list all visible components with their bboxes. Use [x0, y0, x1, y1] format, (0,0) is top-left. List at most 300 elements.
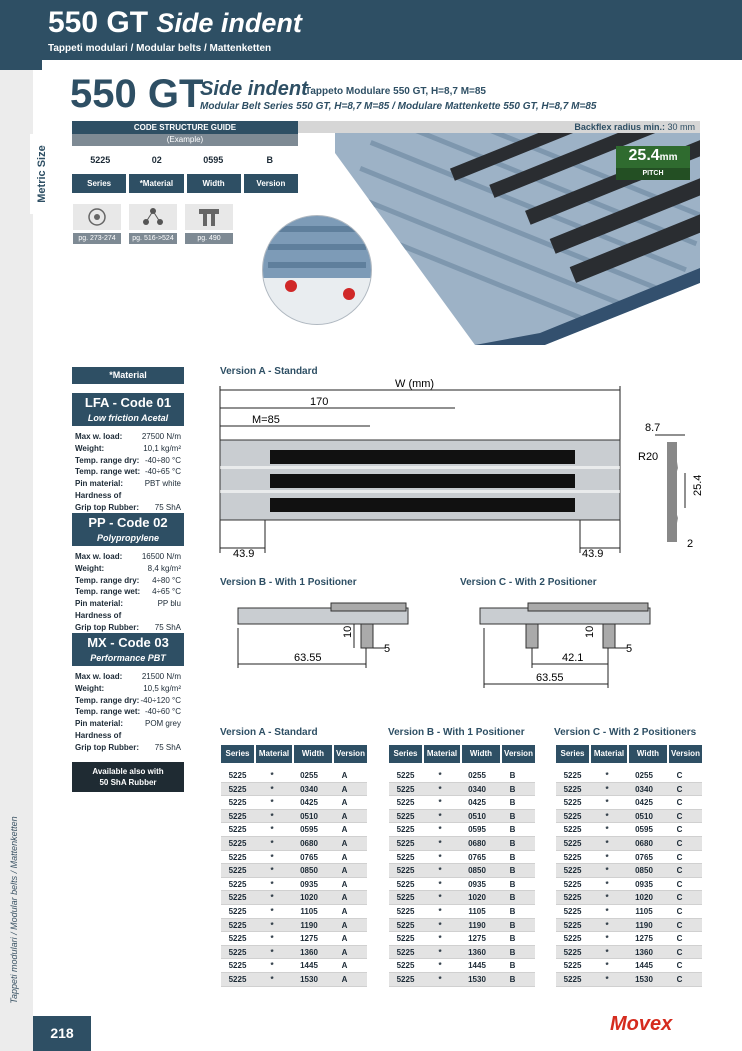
- table-row: [556, 810, 702, 824]
- table-row: [221, 959, 367, 973]
- table-cell: 5225: [228, 879, 247, 889]
- table-cell: 1445: [468, 961, 486, 971]
- table-cell: B: [509, 825, 516, 835]
- table-row: [556, 823, 702, 837]
- table-row: [221, 932, 367, 946]
- table-cell: A: [341, 879, 348, 889]
- table-header: [389, 745, 535, 763]
- dim-170: 170: [310, 396, 329, 408]
- material-header: *Material: [72, 367, 184, 384]
- page-number: 218: [33, 1016, 91, 1051]
- table-cell: C: [676, 852, 683, 862]
- table-cell: B: [509, 771, 516, 780]
- table-row: [389, 823, 535, 837]
- table-cell: 0680: [300, 838, 318, 848]
- pin-page-ref: pg. 490: [185, 233, 233, 244]
- table-cell: A: [341, 961, 348, 971]
- table-cell: *: [438, 920, 442, 930]
- table-cell: 0510: [468, 811, 486, 821]
- table-cell: *: [438, 838, 442, 848]
- table-cell: 5225: [228, 920, 247, 930]
- table-row: [556, 946, 702, 960]
- table-cell: *: [605, 811, 609, 821]
- column-header: Width: [294, 745, 332, 763]
- table-cell: 1360: [300, 947, 318, 957]
- table-cell: 0935: [635, 879, 653, 889]
- table-cell: B: [509, 811, 516, 821]
- table-cell: 1020: [300, 893, 318, 903]
- dim-c-10: 10: [584, 625, 596, 638]
- table-cell: C: [676, 784, 683, 794]
- table-row: [389, 932, 535, 946]
- dim-c-42-1: 42.1: [562, 652, 584, 664]
- table-cell: 0425: [300, 798, 318, 808]
- table-row: [556, 878, 702, 892]
- table-cell: 1275: [300, 934, 318, 944]
- dim-b-5: 5: [384, 643, 391, 655]
- table-row: [556, 905, 702, 919]
- column-header: Version: [334, 745, 367, 763]
- table-cell: *: [438, 947, 442, 957]
- table-row: [556, 769, 702, 783]
- table-cell: 5225: [396, 961, 415, 971]
- table-cell: 5225: [563, 866, 582, 876]
- table-cell: 5225: [396, 811, 415, 821]
- table-cell: 5225: [563, 920, 582, 930]
- table-cell: 0765: [635, 852, 653, 862]
- table-cell: C: [676, 934, 683, 944]
- table-row: [556, 851, 702, 865]
- table-cell: 5225: [396, 893, 415, 903]
- table-cell: 5225: [396, 838, 415, 848]
- table-cell: A: [341, 811, 348, 821]
- table-row: [221, 973, 367, 987]
- table-row: [221, 864, 367, 878]
- table-cell: *: [438, 852, 442, 862]
- table-cell: 0935: [300, 879, 318, 889]
- table-cell: 5225: [228, 838, 247, 848]
- table-cell: *: [438, 811, 442, 821]
- table-row: [221, 837, 367, 851]
- table-cell: A: [341, 852, 348, 862]
- material-code-02: [72, 513, 184, 546]
- table-cell: 5225: [563, 771, 582, 780]
- table-row: [389, 837, 535, 851]
- column-header: Width: [629, 745, 667, 763]
- detail-photo: [262, 215, 372, 325]
- table-cell: 0425: [635, 798, 653, 808]
- table-header: [221, 745, 367, 763]
- dim-2: 2: [687, 538, 694, 550]
- table-cell: 5225: [396, 771, 415, 780]
- table-cell: C: [676, 825, 683, 835]
- table-cell: B: [509, 784, 516, 794]
- table-cell: 0255: [300, 771, 318, 780]
- table-cell: C: [676, 920, 683, 930]
- version-c-drawing: [478, 598, 668, 693]
- table-cell: C: [676, 906, 683, 916]
- table-cell: *: [605, 893, 609, 903]
- table-cell: 1530: [300, 974, 318, 984]
- table-cell: *: [270, 947, 274, 957]
- table-row: [389, 810, 535, 824]
- table-cell: A: [341, 920, 348, 930]
- table-cell: *: [270, 798, 274, 808]
- table-cell: B: [509, 879, 516, 889]
- table-cell: 5225: [563, 838, 582, 848]
- dim-b-63-55: 63.55: [294, 652, 322, 664]
- table-row: [221, 878, 367, 892]
- table-cell: 5225: [228, 906, 247, 916]
- table-cell: 0510: [300, 811, 318, 821]
- table-cell: C: [676, 879, 683, 889]
- material-code-title: MX - Code 03: [87, 635, 169, 650]
- version-a-drawing: [215, 378, 705, 558]
- table-cell: *: [438, 784, 442, 794]
- table-cell: A: [341, 906, 348, 916]
- column-header: Material: [424, 745, 460, 763]
- table-cell: *: [605, 879, 609, 889]
- table-cell: 1020: [468, 893, 486, 903]
- table-cell: 5225: [228, 961, 247, 971]
- dim-8-7: 8.7: [645, 422, 661, 434]
- csg-label: *Material: [129, 174, 183, 193]
- table-cell: *: [438, 961, 442, 971]
- table-row: [221, 823, 367, 837]
- table-cell: 5225: [228, 866, 247, 876]
- table-cell: 1190: [635, 920, 653, 930]
- table-row: [389, 796, 535, 810]
- table-cell: 1275: [635, 934, 653, 944]
- table-row: [389, 973, 535, 987]
- csg-value: 5225: [90, 155, 111, 165]
- table-cell: *: [270, 838, 274, 848]
- metric-size-tab: Metric Size: [30, 134, 54, 214]
- table-cell: 5225: [228, 825, 247, 835]
- table-cell: 5225: [396, 825, 415, 835]
- table-cell: A: [341, 838, 348, 848]
- table-row: [556, 796, 702, 810]
- table-cell: A: [341, 798, 348, 808]
- table-row: [556, 932, 702, 946]
- pitch-badge: [616, 146, 690, 179]
- table-cell: C: [676, 893, 683, 903]
- dim-r20: R20: [638, 451, 659, 463]
- table-cell: B: [509, 920, 516, 930]
- table-cell: *: [438, 825, 442, 835]
- table-cell: 0680: [468, 838, 486, 848]
- table-cell: *: [605, 961, 609, 971]
- table-cell: 1445: [635, 961, 653, 971]
- table-cell: B: [509, 961, 516, 971]
- table-cell: 5225: [563, 893, 582, 903]
- product-description-it: Tappeto Modulare 550 GT, H=8,7 M=85: [305, 86, 486, 97]
- order-table-b-title: Version B - With 1 Positioner: [388, 727, 525, 738]
- table-cell: B: [509, 798, 516, 808]
- table-cell: 5225: [396, 906, 415, 916]
- table-row: [556, 837, 702, 851]
- pitch-unit: mm: [659, 152, 678, 163]
- pin-icon: [185, 204, 233, 230]
- table-cell: B: [509, 866, 516, 876]
- table-cell: 1020: [635, 893, 653, 903]
- table-cell: A: [341, 771, 348, 780]
- dim-m85: M=85: [252, 414, 280, 426]
- table-cell: 5225: [563, 961, 582, 971]
- table-cell: 0595: [468, 825, 486, 835]
- table-cell: A: [341, 974, 348, 984]
- material-code-01: [72, 393, 184, 426]
- table-cell: B: [509, 852, 516, 862]
- table-cell: 0425: [468, 798, 486, 808]
- table-cell: 5225: [396, 934, 415, 944]
- table-cell: 1190: [468, 920, 486, 930]
- table-cell: 1190: [300, 920, 318, 930]
- table-cell: *: [438, 771, 442, 780]
- table-cell: B: [509, 893, 516, 903]
- table-cell: 0595: [635, 825, 653, 835]
- available-rubber-note: Available also with 50 ShA Rubber: [72, 762, 184, 792]
- table-cell: 0765: [468, 852, 486, 862]
- table-cell: 5225: [228, 784, 247, 794]
- table-cell: *: [438, 893, 442, 903]
- table-cell: *: [605, 866, 609, 876]
- column-header: Material: [591, 745, 627, 763]
- table-cell: *: [270, 934, 274, 944]
- dim-c-5: 5: [626, 643, 633, 655]
- table-row: [556, 891, 702, 905]
- column-header: Series: [221, 745, 254, 763]
- table-cell: 0510: [635, 811, 653, 821]
- table-cell: C: [676, 771, 683, 780]
- table-cell: C: [676, 798, 683, 808]
- table-cell: *: [605, 798, 609, 808]
- table-cell: 0850: [468, 866, 486, 876]
- table-cell: 0680: [635, 838, 653, 848]
- column-header: Material: [256, 745, 292, 763]
- table-row: [389, 905, 535, 919]
- csg-label: Series: [72, 174, 126, 193]
- sprocket-page-ref: pg. 273-274: [73, 233, 121, 244]
- table-row: [389, 946, 535, 960]
- table-cell: *: [605, 771, 609, 780]
- table-row: [389, 851, 535, 865]
- table-cell: C: [676, 961, 683, 971]
- table-row: [556, 959, 702, 973]
- csg-label: Width: [187, 174, 241, 193]
- material-props-03: Max w. load: 21500 N/m Weight: 10,5 kg/m² Temp. range dry: -40÷120 °C Temp. range wet: -40÷60 °C Pin material: POM grey Hardness of Grip top Rubber: 75 ShA: [75, 672, 181, 752]
- pitch-label: PITCH: [616, 168, 690, 180]
- table-cell: *: [438, 879, 442, 889]
- table-cell: 5225: [563, 879, 582, 889]
- table-cell: 5225: [228, 811, 247, 821]
- table-cell: 5225: [563, 852, 582, 862]
- table-cell: 0340: [468, 784, 486, 794]
- table-row: [389, 864, 535, 878]
- table-cell: *: [605, 947, 609, 957]
- table-row: [389, 769, 535, 783]
- table-cell: B: [509, 934, 516, 944]
- material-code-subtitle: Performance PBT: [90, 653, 166, 663]
- product-title: 550 GT: [70, 72, 204, 116]
- table-cell: *: [270, 852, 274, 862]
- dim-25-4: 25.4: [692, 474, 704, 496]
- table-cell: *: [438, 974, 442, 984]
- order-table-c-title: Version C - With 2 Positioners: [554, 727, 697, 738]
- table-cell: *: [270, 893, 274, 903]
- header-tab: [0, 60, 42, 70]
- table-cell: 5225: [396, 866, 415, 876]
- backflex-radius: Backflex radius min.: 30 mm: [574, 122, 695, 132]
- table-row: [389, 959, 535, 973]
- support-icon: [129, 204, 177, 230]
- table-cell: 0850: [300, 866, 318, 876]
- table-cell: 0595: [300, 825, 318, 835]
- table-cell: *: [438, 906, 442, 916]
- table-cell: 5225: [563, 798, 582, 808]
- table-cell: C: [676, 947, 683, 957]
- table-row: [221, 905, 367, 919]
- material-code-subtitle: Low friction Acetal: [87, 413, 169, 423]
- table-cell: B: [509, 947, 516, 957]
- table-row: [556, 919, 702, 933]
- table-cell: 1530: [468, 974, 486, 984]
- table-cell: 1275: [468, 934, 486, 944]
- table-cell: *: [605, 838, 609, 848]
- table-cell: *: [270, 784, 274, 794]
- csg-value: 02: [151, 155, 162, 165]
- support-page-ref: pg. 516->524: [129, 233, 177, 244]
- table-cell: 1105: [635, 906, 653, 916]
- table-cell: C: [676, 838, 683, 848]
- table-cell: 5225: [563, 974, 582, 984]
- table-row: [389, 783, 535, 797]
- table-cell: *: [605, 784, 609, 794]
- table-row: [221, 796, 367, 810]
- table-cell: 1445: [300, 961, 318, 971]
- table-cell: 5225: [228, 852, 247, 862]
- material-props-01: Max w. load: 27500 N/m Weight: 10,1 kg/m² Temp. range dry: -40÷80 °C Temp. range wet: -40÷65 °C Pin material: PBT white Hardness of Grip top Rubber: 75 ShA: [75, 432, 181, 512]
- table-cell: 5225: [563, 906, 582, 916]
- csg-example: (Example): [72, 134, 298, 146]
- table-cell: 5225: [563, 934, 582, 944]
- table-cell: 5225: [228, 947, 247, 957]
- table-cell: 5225: [396, 784, 415, 794]
- table-cell: A: [341, 934, 348, 944]
- table-cell: 5225: [396, 879, 415, 889]
- table-cell: 1105: [468, 906, 486, 916]
- table-cell: C: [676, 866, 683, 876]
- table-cell: *: [270, 879, 274, 889]
- table-cell: 1105: [300, 906, 318, 916]
- material-code-03: [72, 633, 184, 666]
- table-cell: 0340: [635, 784, 653, 794]
- material-code-title: PP - Code 02: [88, 515, 168, 530]
- table-row: [389, 891, 535, 905]
- table-cell: 0340: [300, 784, 318, 794]
- order-table-a-title: Version A - Standard: [220, 727, 318, 738]
- product-subtitle: Side indent: [200, 78, 308, 100]
- table-row: [556, 783, 702, 797]
- table-cell: *: [605, 906, 609, 916]
- table-cell: 5225: [396, 852, 415, 862]
- csg-value: 0595: [203, 155, 224, 165]
- table-row: [389, 878, 535, 892]
- table-cell: 5225: [396, 947, 415, 957]
- table-cell: 5225: [396, 974, 415, 984]
- table-cell: 5225: [228, 771, 247, 780]
- table-cell: *: [270, 771, 274, 780]
- table-row: [221, 851, 367, 865]
- table-row: [221, 891, 367, 905]
- table-cell: C: [676, 811, 683, 821]
- table-cell: *: [438, 934, 442, 944]
- table-row: [221, 810, 367, 824]
- version-c-drawing-title: Version C - With 2 Positioner: [460, 577, 597, 588]
- table-cell: A: [341, 947, 348, 957]
- table-row: [389, 919, 535, 933]
- table-cell: B: [509, 906, 516, 916]
- table-cell: *: [605, 852, 609, 862]
- table-header: [556, 745, 702, 763]
- table-row: [556, 864, 702, 878]
- csg-title: CODE STRUCTURE GUIDE: [72, 121, 298, 134]
- table-cell: 1360: [635, 947, 653, 957]
- dim-43-9-right: 43.9: [582, 548, 604, 558]
- header-subtitle: Tappeti modulari / Modular belts / Mattenketten: [48, 43, 272, 54]
- table-cell: 5225: [563, 811, 582, 821]
- material-code-subtitle: Polypropylene: [96, 533, 159, 543]
- table-cell: A: [341, 825, 348, 835]
- table-cell: 5225: [563, 784, 582, 794]
- table-cell: *: [270, 811, 274, 821]
- table-row: [221, 783, 367, 797]
- material-props-02: Max w. load: 16500 N/m Weight: 8,4 kg/m² Temp. range dry: 4÷80 °C Temp. range wet: 4÷65 °C Pin material: PP blu Hardness of Grip top Rubber: 75 ShA: [75, 552, 181, 632]
- pitch-value: 25.4: [628, 147, 660, 164]
- version-b-drawing: [236, 598, 416, 688]
- order-table-b: [389, 745, 535, 987]
- table-cell: *: [270, 825, 274, 835]
- table-cell: 5225: [228, 974, 247, 984]
- sprocket-icon: [73, 204, 121, 230]
- version-b-drawing-title: Version B - With 1 Positioner: [220, 577, 357, 588]
- table-cell: *: [270, 866, 274, 876]
- table-cell: A: [341, 866, 348, 876]
- csg-label: Version: [244, 174, 298, 193]
- column-header: Series: [389, 745, 422, 763]
- brand-logo: Movex: [610, 1013, 673, 1035]
- table-cell: C: [676, 974, 683, 984]
- column-header: Version: [669, 745, 702, 763]
- material-code-title: LFA - Code 01: [84, 395, 172, 410]
- header-title: 550 GT Side indent: [48, 6, 302, 39]
- table-cell: 0850: [635, 866, 653, 876]
- version-a-drawing-title: Version A - Standard: [220, 366, 318, 377]
- table-cell: 0765: [300, 852, 318, 862]
- table-cell: B: [509, 838, 516, 848]
- column-header: Version: [502, 745, 535, 763]
- table-row: [556, 973, 702, 987]
- table-cell: 0935: [468, 879, 486, 889]
- table-row: [221, 919, 367, 933]
- table-cell: 0255: [468, 771, 486, 780]
- table-cell: *: [270, 974, 274, 984]
- column-header: Width: [462, 745, 500, 763]
- table-cell: *: [438, 866, 442, 876]
- table-cell: *: [270, 906, 274, 916]
- table-cell: *: [605, 974, 609, 984]
- column-header: Series: [556, 745, 589, 763]
